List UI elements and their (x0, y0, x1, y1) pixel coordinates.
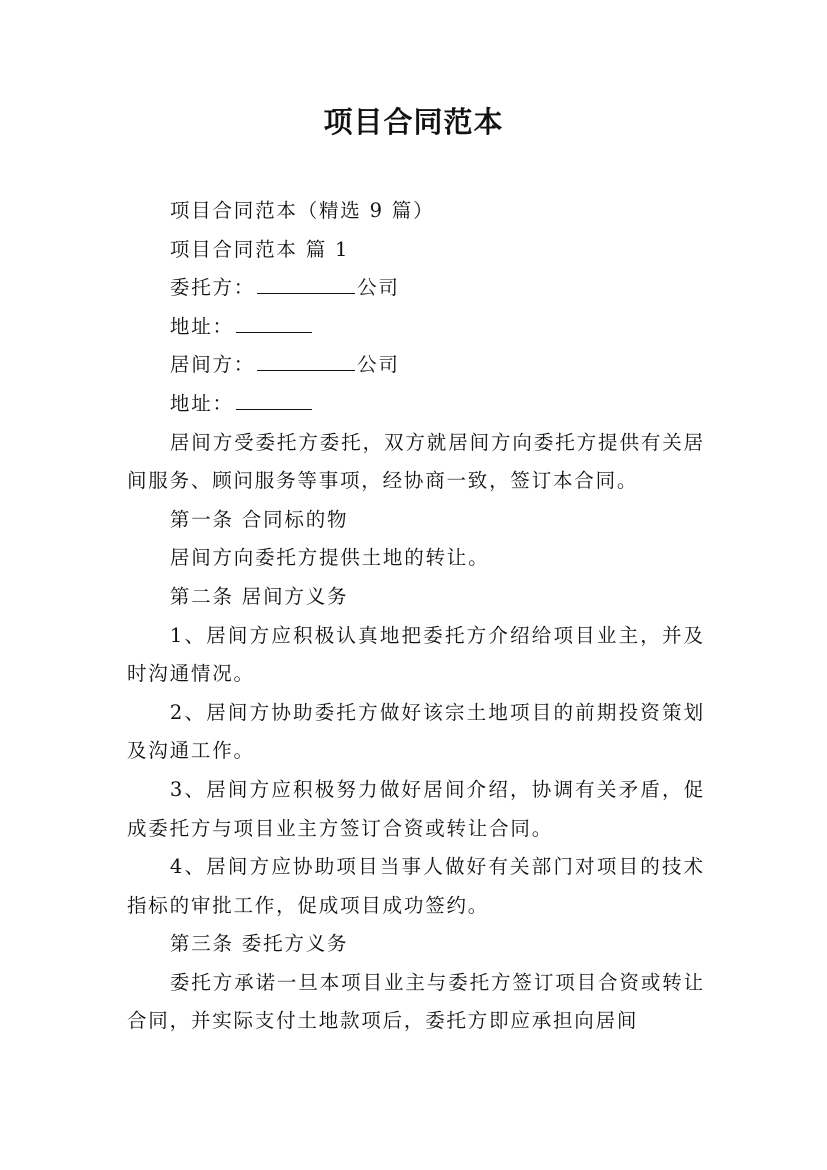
paragraph-subtitle: 项目合同范本（精选 9 篇） (169, 199, 435, 222)
paragraph-intermediary (127, 346, 705, 385)
paragraph-preamble: 居间方受委托方委托，双方就居间方向委托方提供有关居间服务、顾问服务等事项，经协商一致，签订本合同。 (127, 430, 705, 493)
intermediary-suffix: 公司 (357, 353, 400, 377)
document-title: 项目合同范本 (323, 105, 504, 139)
document-body (127, 192, 705, 1041)
article-2-item-4: 4、居间方应协助项目当事人做好有关部门对项目的技术指标的审批工作，促成项目成功签约。 (127, 855, 705, 917)
client-suffix: 公司 (357, 276, 400, 300)
article-1-heading: 第一条 合同标的物 (169, 507, 349, 531)
client-name-blank (257, 275, 355, 295)
article-2-item-2: 2、居间方协助委托方做好该宗土地项目的前期投资策划及沟通工作。 (127, 700, 705, 763)
paragraph-client (127, 269, 705, 308)
paragraph-client-address (127, 308, 705, 347)
client-label: 委托方： (169, 276, 256, 300)
article-1-text: 居间方向委托方提供土地的转让。 (169, 546, 490, 570)
paragraph-intermediary-address (127, 385, 705, 424)
article-2-item-1: 1、居间方应积极认真地把委托方介绍给项目业主，并及时沟通情况。 (127, 623, 705, 686)
intermediary-address-label: 地址： (169, 391, 234, 415)
article-2-heading: 第二条 居间方义务 (169, 584, 349, 608)
article-3-text: 委托方承诺一旦本项目业主与委托方签订项目合资或转让合同，并实际支付土地款项后，委托方即应承担向居间 (127, 970, 705, 1033)
intermediary-address-blank (236, 390, 312, 410)
article-3-heading: 第三条 委托方义务 (169, 932, 349, 956)
client-address-blank (236, 313, 312, 333)
article-2-item-3: 3、居间方应积极努力做好居间介绍，协调有关矛盾，促成委托方与项目业主方签订合资或转让合同。 (127, 777, 705, 840)
intermediary-name-blank (257, 352, 355, 372)
intermediary-label: 居间方： (169, 353, 256, 377)
paragraph-section-heading: 项目合同范本 篇 1 (169, 237, 350, 261)
client-address-label: 地址： (169, 314, 234, 338)
